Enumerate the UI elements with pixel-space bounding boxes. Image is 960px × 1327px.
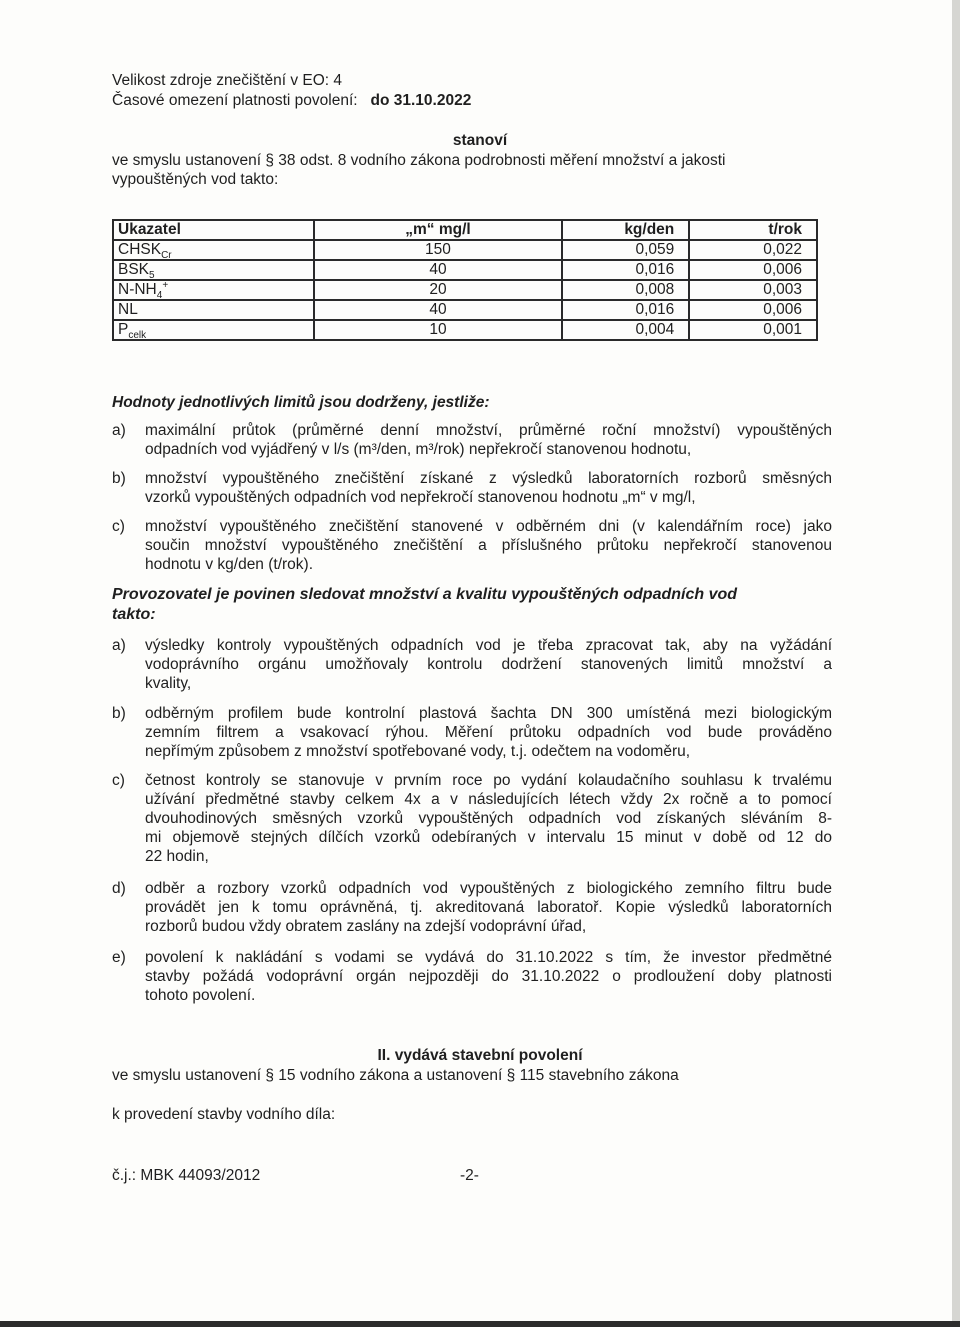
t-cell: 0,022 <box>689 240 817 260</box>
table-row <box>113 280 817 300</box>
indicator-cell: $P_{celk}$ <box>113 320 314 340</box>
validity-label: Časové omezení platnosti povolení: <box>112 92 358 109</box>
monitoring-heading-line2: takto: <box>112 606 156 623</box>
kg-cell: 0,008 <box>562 280 690 300</box>
limits-item-b: b) množství vypouštěného znečištění získané z výsledků laboratorních rozborů směsných vzorků vypouštěných odpadních vod nepřekročí stanovenou hodnotu „m“ v mg/l, <box>112 470 832 506</box>
header-indicator: Ukazatel <box>113 220 314 240</box>
indicator-cell: NL <box>113 300 314 320</box>
limits-table <box>112 219 818 341</box>
reference-number: č.j.: MBK 44093/2012 <box>112 1167 261 1184</box>
limits-item-c: c) množství vypouštěného znečištění stanovené v odběrném dni (v kalendářním roce) jako součin množství vypouštěného znečištění a příslušného průtoku nepřekročí stanovenou hodnotu v kg/den (t/rok). <box>112 518 832 573</box>
scan-right-edge <box>952 0 960 1327</box>
source-size-line: Velikost zdroje znečištění v EO: 4 <box>112 72 343 89</box>
section2-line2: k provedení stavby vodního díla: <box>112 1106 336 1123</box>
limits-heading: Hodnoty jednotlivých limitů jsou dodrženy, jestliže: <box>112 394 490 411</box>
decision-intro-line2: vypouštěných vod takto: <box>112 171 279 188</box>
monitoring-item-a: a) výsledky kontroly vypouštěných odpadních vod je třeba zpracovat tak, aby na vyžádání vodoprávního orgánu umožňovaly kontrolu dodržení stanovených limitů množství a kvality, <box>112 637 832 692</box>
page-number: -2- <box>460 1167 479 1184</box>
validity-value: do 31.10.2022 <box>370 92 472 109</box>
limits-item-a: a) maximální průtok (průměrné denní množství, průměrné roční množství) vypouštěných odpadních vod vyjádřený v l/s (m³/den, m³/rok) nepřekročí stanovenou hodnotu, <box>112 422 832 458</box>
monitoring-heading-line1: Provozovatel je povinen sledovat množství a kvalitu vypouštěných odpadních vod <box>112 586 738 603</box>
table-header-row <box>113 220 817 240</box>
m-cell: 40 <box>314 260 561 280</box>
t-cell: 0,006 <box>689 300 817 320</box>
validity-line <box>112 91 471 110</box>
monitoring-item-e: e) povolení k nakládání s vodami se vydává do 31.10.2022 s tím, že investor předmětné stavby požádá vodoprávní orgán nejpozději do 31.10.2022 o prodloužení doby platnosti tohoto povolení. <box>112 949 832 1004</box>
monitoring-item-c: c) četnost kontroly se stanovuje v prvním roce po vydání kolaudačního souhlasu k trvalému užívání předmětné stavby celkem 4x a v následujících létech vždy 2x ročně a to pomocí dvouhodinových směsných vzorků vypouštěných odpadních vod získaných sléváním 8- mi objemově stejných dílčích vzorků odebíraných v intervalu 15 minut v době od 12 do 22 hodin, <box>112 772 832 865</box>
indicator-cell: $CHSK_{Cr}$ <box>113 240 314 260</box>
header-t-rok: t/rok <box>689 220 817 240</box>
m-cell: 150 <box>314 240 561 260</box>
indicator-cell: $N-NH_4^+$ <box>113 280 314 300</box>
decision-intro-line1: ve smyslu ustanovení § 38 odst. 8 vodního zákona podrobnosti měření množství a jakosti <box>112 152 726 169</box>
decision-title: stanoví <box>452 132 508 149</box>
t-cell: 0,003 <box>689 280 817 300</box>
kg-cell: 0,016 <box>562 260 690 280</box>
header-kg-den: kg/den <box>562 220 690 240</box>
table-row <box>113 260 817 280</box>
indicator-cell: $BSK_5$ <box>113 260 314 280</box>
m-cell: 20 <box>314 280 561 300</box>
t-cell: 0,006 <box>689 260 817 280</box>
m-cell: 40 <box>314 300 561 320</box>
t-cell: 0,001 <box>689 320 817 340</box>
monitoring-item-b: b) odběrným profilem bude kontrolní plastová šachta DN 300 umístěná mezi biologickým zemním filtrem a vsakovací rýhou. Měření průtoku odpadních vod bude prováděno nepřímým způsobem z množství spotřebované vody, t.j. odečtem na vodoměru, <box>112 705 832 760</box>
m-cell: 10 <box>314 320 561 340</box>
scan-bottom-edge <box>0 1321 960 1327</box>
kg-cell: 0,004 <box>562 320 690 340</box>
table-row <box>113 240 817 260</box>
kg-cell: 0,059 <box>562 240 690 260</box>
table-row <box>113 300 817 320</box>
kg-cell: 0,016 <box>562 300 690 320</box>
monitoring-item-d: d) odběr a rozbory vzorků odpadních vod vypouštěných z biologického zemního filtru bude provádět jen k tomu oprávněná, tj. akreditovaná laboratoř. Kopie výsledků laboratorních rozborů budou vždy obratem zaslány na zdejší vodoprávní úřad, <box>112 880 832 935</box>
table-row <box>113 320 817 340</box>
section2-title: II. vydává stavební povolení <box>377 1047 583 1064</box>
section2-line1: ve smyslu ustanovení § 15 vodního zákona a ustanovení § 115 stavebního zákona <box>112 1067 679 1084</box>
header-m: „m“ mg/l <box>314 220 561 240</box>
